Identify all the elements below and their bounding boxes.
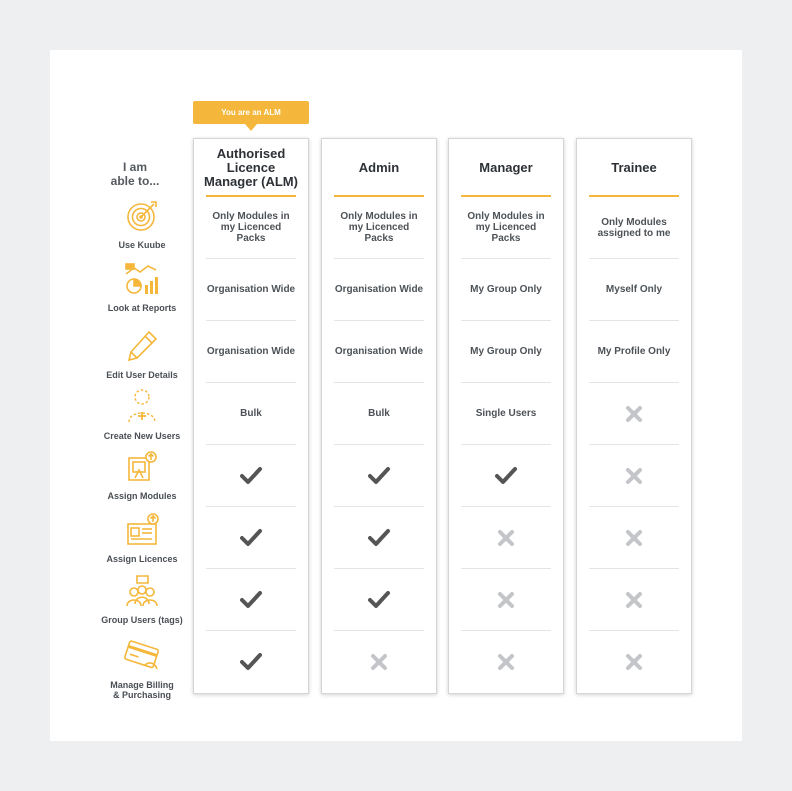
feature-row-label <box>92 450 192 501</box>
permission-check-icon <box>334 445 424 507</box>
feature-label: Look at Reports <box>107 303 177 313</box>
permission-cross-icon <box>334 631 424 693</box>
permission-text: My Profile Only <box>589 321 679 383</box>
group-users-icon <box>92 574 192 613</box>
permission-cross-icon <box>461 631 551 693</box>
permission-text: Only Modules in my Licenced Packs <box>461 197 551 259</box>
permission-text: Bulk <box>334 383 424 445</box>
permission-check-icon <box>334 569 424 631</box>
feature-label: Assign Licences <box>106 554 178 564</box>
permission-check-icon <box>334 507 424 569</box>
permission-cross-icon <box>589 631 679 693</box>
permission-cross-icon <box>589 507 679 569</box>
feature-label: Assign Modules <box>107 491 177 501</box>
feature-row-label <box>92 574 192 625</box>
pencil-icon <box>92 329 192 368</box>
role-column-authorised <box>193 138 309 694</box>
permission-text: Organisation Wide <box>206 321 296 383</box>
assign-module-icon <box>92 450 192 489</box>
permission-cross-icon <box>461 507 551 569</box>
permission-text: My Group Only <box>461 259 551 321</box>
role-title: Admin <box>358 160 400 175</box>
permission-text: Bulk <box>206 383 296 445</box>
permission-cross-icon <box>461 569 551 631</box>
permission-text: Only Modules assigned to me <box>589 197 679 259</box>
permission-cross-icon <box>589 383 679 445</box>
feature-row-label <box>92 513 192 564</box>
reports-chart-icon <box>92 262 192 301</box>
badge-pointer <box>245 124 257 131</box>
permission-check-icon <box>206 507 296 569</box>
role-title: Manager <box>479 160 533 175</box>
current-role-badge: You are an ALM <box>193 101 309 124</box>
row-header-label: I am able to... <box>110 160 160 188</box>
permission-text: Only Modules in my Licenced Packs <box>206 197 296 259</box>
feature-label: Manage Billing & Purchasing <box>110 680 174 700</box>
permission-text: Organisation Wide <box>334 321 424 383</box>
permission-check-icon <box>206 631 296 693</box>
add-user-icon <box>92 388 192 429</box>
permission-text: Organisation Wide <box>206 259 296 321</box>
feature-row-label <box>92 388 192 441</box>
feature-label: Create New Users <box>103 431 181 441</box>
feature-label: Group Users (tags) <box>101 615 183 625</box>
permission-cross-icon <box>589 569 679 631</box>
role-title: Authorised Licence Manager (ALM) <box>204 146 298 189</box>
feature-label: Use Kuube <box>118 240 166 250</box>
feature-row-label <box>92 639 192 700</box>
permission-text: Myself Only <box>589 259 679 321</box>
credit-card-icon <box>92 639 192 678</box>
role-column-admin <box>321 138 437 694</box>
permission-text: Single Users <box>461 383 551 445</box>
feature-row-label <box>92 329 192 380</box>
feature-row-label <box>92 262 192 313</box>
licence-card-icon <box>92 513 192 552</box>
permission-check-icon <box>206 569 296 631</box>
target-icon <box>92 199 192 238</box>
role-column-manager <box>448 138 564 694</box>
permission-text: Only Modules in my Licenced Packs <box>334 197 424 259</box>
role-title: Trainee <box>611 160 657 175</box>
permission-check-icon <box>206 445 296 507</box>
feature-label: Edit User Details <box>106 370 178 380</box>
feature-row-label <box>92 199 192 250</box>
permission-text: Organisation Wide <box>334 259 424 321</box>
permission-cross-icon <box>589 445 679 507</box>
role-column-trainee <box>576 138 692 694</box>
permission-check-icon <box>461 445 551 507</box>
permission-text: My Group Only <box>461 321 551 383</box>
